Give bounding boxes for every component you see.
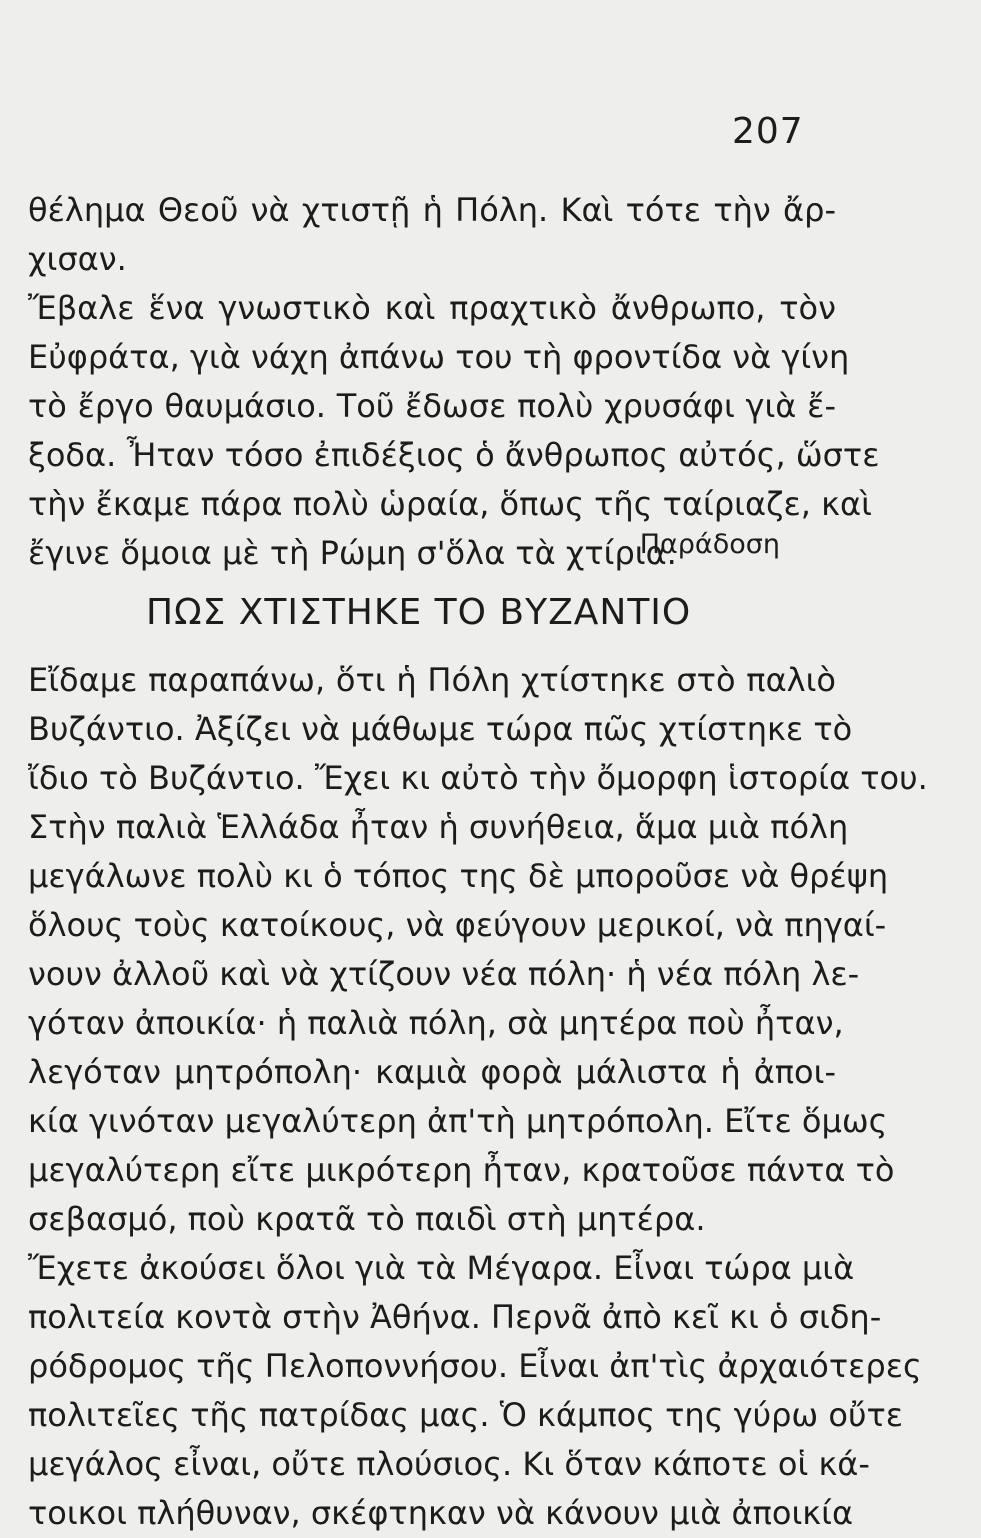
text-line: ἔγινε ὅμοια μὲ τὴ Ρώμη σ'ὅλα τὰ χτίρια. (28, 534, 677, 572)
text-line: γόταν ἀποικία· ἡ παλιὰ πόλη, σὰ μητέρα ποὺ ἦταν, (28, 1004, 844, 1042)
text-line: Εἴδαμε παραπάνω, ὅτι ἡ Πόλη χτίστηκε στὸ παλιὸ (28, 661, 836, 699)
text-line: μεγάλωνε πολὺ κι ὁ τόπος της δὲ μποροῦσε νὰ θρέψη (28, 857, 889, 895)
text-line: ὅλους τοὺς κατοίκους, νὰ φεύγουν μερικοί, νὰ πηγαί- (28, 906, 887, 944)
text-line: χισαν. (28, 240, 127, 278)
section-title: ΠΩΣ ΧΤΙΣΤΗΚΕ ΤΟ ΒΥΖΑΝΤΙΟ (146, 592, 692, 633)
page-number: 207 (732, 111, 804, 152)
text-line: πολιτεία κοντὰ στὴν Ἀθήνα. Περνᾶ ἀπὸ κεῖ κι ὁ σιδη- (28, 1298, 882, 1336)
text-line: λεγόταν μητρόπολη· καμιὰ φορὰ μάλιστα ἡ ἀποι- (28, 1053, 836, 1091)
text-line: Ἔχετε ἀκούσει ὅλοι γιὰ τὰ Μέγαρα. Εἶναι τώρα μιὰ (28, 1249, 855, 1287)
text-block-bottom (28, 656, 928, 1538)
text-block-top (28, 186, 880, 578)
text-line: νουν ἀλλοῦ καὶ νὰ χτίζουν νέα πόλη· ἡ νέα πόλη λε- (28, 955, 860, 993)
text-line: ξοδα. Ἦταν τόσο ἐπιδέξιος ὁ ἄνθρωπος αὐτός, ὥστε (28, 436, 880, 474)
text-line: κία γινόταν μεγαλύτερη ἀπ'τὴ μητρόπολη. Εἴτε ὅμως (28, 1102, 888, 1140)
text-line: μεγάλος εἶναι, οὔτε πλούσιος. Κι ὅταν κάποτε οἱ κά- (28, 1445, 870, 1483)
text-line: θέλημα Θεοῦ νὰ χτιστῇ ἡ Πόλη. Καὶ τότε τὴν ἄρ- (28, 191, 836, 229)
text-line: Βυζάντιο. Ἀξίζει νὰ μάθωμε τώρα πῶς χτίστηκε τὸ (28, 710, 853, 748)
text-line: Ἔβαλε ἕνα γνωστικὸ καὶ πραχτικὸ ἄνθρωπο, τὸν (28, 289, 836, 327)
text-line: μεγαλύτερη εἴτε μικρότερη ἦταν, κρατοῦσε πάντα τὸ (28, 1151, 895, 1189)
text-line: πολιτεῖες τῆς πατρίδας μας. Ὁ κάμπος της γύρω οὔτε (28, 1396, 904, 1434)
text-line: τὸ ἔργο θαυμάσιο. Τοῦ ἔδωσε πολὺ χρυσάφι γιὰ ἔ- (28, 387, 836, 425)
text-line: σεβασμό, ποὺ κρατᾶ τὸ παιδὶ στὴ μητέρα. (28, 1200, 706, 1238)
text-line: Στὴν παλιὰ Ἑλλάδα ἦταν ἡ συνήθεια, ἅμα μιὰ πόλη (28, 808, 849, 846)
text-line: ρόδρομος τῆς Πελοποννήσου. Εἶναι ἀπ'τὶς ἀρχαιότερες (28, 1347, 922, 1385)
text-line: Εὐφράτα, γιὰ νάχη ἀπάνω του τὴ φροντίδα νὰ γίνη (28, 338, 850, 376)
text-line: τὴν ἔκαμε πάρα πολὺ ὡραία, ὅπως τῆς ταίριαζε, καὶ (28, 485, 872, 523)
text-line: τοικοι πλήθυναν, σκέφτηκαν νὰ κάνουν μιὰ ἀποικία (28, 1494, 854, 1532)
text-line: ἴδιο τὸ Βυζάντιο. Ἔχει κι αὐτὸ τὴν ὄμορφη ἱστορία του. (28, 759, 928, 797)
source-attribution: Παράδοση (639, 529, 780, 560)
